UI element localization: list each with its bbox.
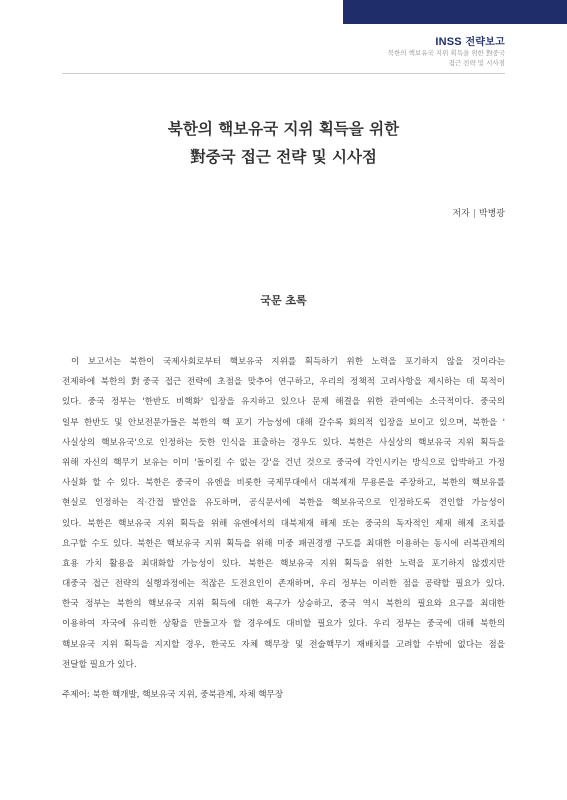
- abstract-heading: 국문 초록: [260, 294, 307, 307]
- abstract-line: 이 보고서는 북한이 국제사회로부터 핵보유국 지위를 획득하기 위한 노력을 포기하지 않을 것이라는: [71, 357, 505, 367]
- title-line1: 북한의 핵보유국 지위 획득을 위한: [167, 120, 400, 138]
- author-line: [452, 206, 505, 219]
- abstract-line: 일부 한반도 및 안보전문가들은 북한의 핵 포기 가능성에 대해 갈수록 회의적 입장을 보이고 있으며, 북한을 ': [62, 417, 505, 428]
- brand-logo-text: INSS: [435, 36, 462, 48]
- header-color-bar: [343, 0, 567, 24]
- brand-label: 전략보고: [465, 37, 505, 48]
- abstract-line: 있다. 중국 정부는 '한반도 비핵화' 입장을 유지하고 있으나 문제 해결을 위한 관여에는 소극적이다. 중국의: [62, 397, 505, 408]
- author-label: 저자: [452, 209, 470, 219]
- abstract-line: 위해 자신의 핵무기 보유는 이미 '돌이킬 수 없는 강'을 건넌 것으로 중국에 각인시키는 방식으로 압박하고 가정: [62, 457, 505, 468]
- abstract-line: 전제하에 북한의 對중국 접근 전략에 초점을 맞추어 연구하고, 우리의 정책적 고려사항을 제시하는 데 목적이: [62, 377, 505, 388]
- abstract-line: 사실상의 핵보유국'으로 인정하는 듯한 인식을 표출하는 경우도 있다. 북한은 사실상의 핵보유국 지위 획득을: [62, 437, 505, 448]
- abstract-line: 핵보유국 지위 획득을 지지할 경우, 한국도 자체 핵무장 및 전술핵무기 재배치를 고려할 수밖에 없다는 점을: [62, 639, 505, 650]
- header-subtitle-line2: 접근 전략 및 시사점: [448, 59, 505, 67]
- keywords: 주제어: 북한 핵개발, 핵보유국 지위, 중북관계, 자체 핵무장: [62, 690, 284, 700]
- abstract-line: 전달할 필요가 있다.: [62, 659, 137, 670]
- abstract-body: [62, 352, 505, 675]
- abstract-line: 효용 가치 활용을 최대화할 가능성이 있다. 북한은 핵보유국 지위 획득을 위한 노력을 포기하지 않겠지만: [62, 558, 505, 569]
- abstract-line: 사실화 할 수 있다. 북한은 중국이 유엔을 비롯한 국제무대에서 대북제재 무용론을 주장하고, 북한의 핵보유를: [62, 478, 505, 489]
- header-subtitle-line1: 북한의 핵보유국 지위 획득을 위한 對중국: [387, 49, 505, 57]
- author-separator: |: [472, 209, 476, 219]
- abstract-line: 있다. 북한은 핵보유국 지위 획득을 위해 유엔에서의 대북제재 해제 또는 중국의 독자적인 제재 해제 조치를: [62, 518, 505, 529]
- abstract-line: 요구할 수도 있다. 북한은 핵보유국 지위 획득을 위해 미중 패권경쟁 구도를 최대한 이용하는 동시에 러북관계의: [62, 538, 505, 549]
- author-name: 박병광: [478, 209, 505, 219]
- abstract-line: 대중국 접근 전략의 실행과정에는 적잖은 도전요인이 존재하며, 우리 정부는 이러한 점을 공략할 필요가 있다.: [62, 579, 505, 590]
- abstract-line: 현실로 인정하는 직·간접 발언을 유도하며, 공식문서에 북한을 핵보유국으로 인정하도록 견인할 가능성이: [62, 498, 505, 509]
- abstract-line: 이용하여 자국에 유리한 상황을 만들고자 할 경우에도 대비할 필요가 있다. 우리 정부는 중국에 대해 북한의: [62, 619, 505, 630]
- abstract-line: 한국 정부는 북한의 핵보유국 지위 획득에 대한 욕구가 상승하고, 중국 역시 북한의 필요와 요구를 최대한: [62, 599, 505, 610]
- brand-logo: [435, 33, 505, 48]
- header-divider: [62, 73, 505, 74]
- title-line2: 對중국 접근 전략 및 시사점: [190, 148, 377, 166]
